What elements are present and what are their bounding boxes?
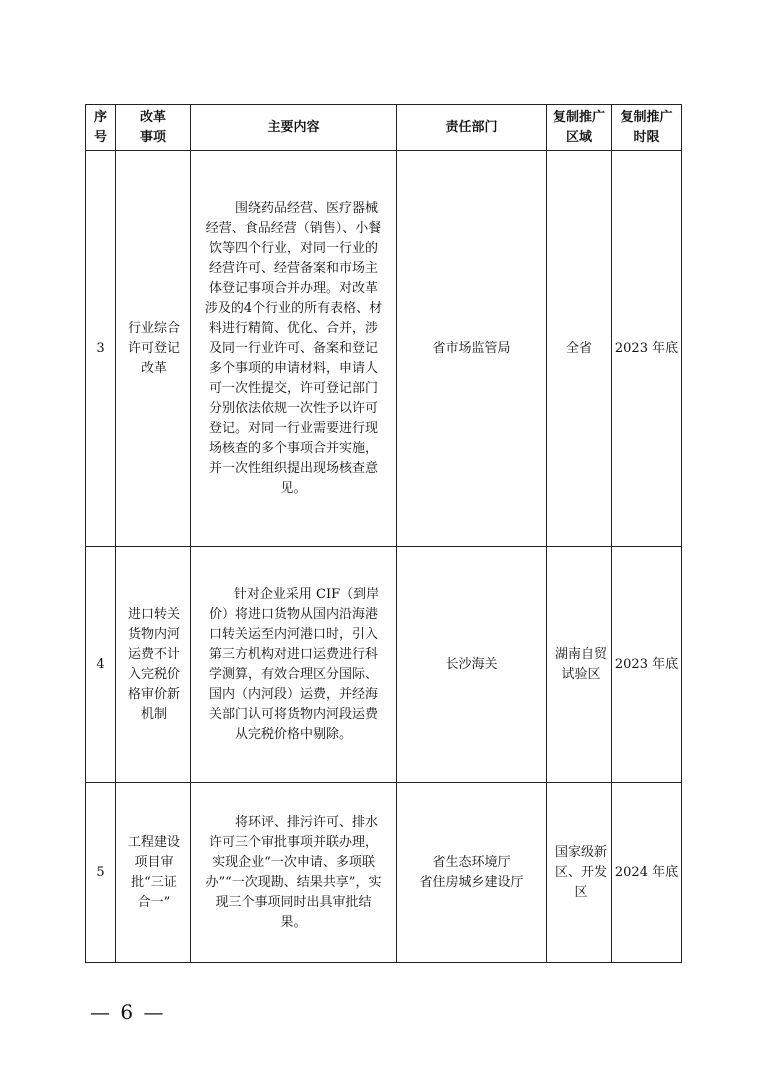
header-region: 复制推广区域 xyxy=(547,105,612,151)
header-deadline: 复制推广时限 xyxy=(612,105,682,151)
row-seq: 5 xyxy=(86,783,116,963)
header-seq: 序号 xyxy=(86,105,116,151)
row-content: 针对企业采用 CIF（到岸价）将进口货物从国内沿海港口转关运至内河港口时，引入第三方机构对进口运费进行科学测算，有效合理区分国际、国内（内河段）运费，并经海关部门认可将货物内河段运费从完税价格中剔除。 xyxy=(191,547,397,783)
table-row xyxy=(86,151,682,547)
row-item: 工程建设项目审批“三证合一” xyxy=(116,783,191,963)
dept-line: 省住房城乡建设厅 xyxy=(419,874,524,890)
row-region: 国家级新区、开发区 xyxy=(547,783,612,963)
row-region: 湖南自贸试验区 xyxy=(547,547,612,783)
row-dept xyxy=(397,783,547,963)
header-content: 主要内容 xyxy=(191,105,397,151)
row-item: 行业综合许可登记改革 xyxy=(116,151,191,547)
row-seq: 3 xyxy=(86,151,116,547)
row-dept: 长沙海关 xyxy=(397,547,547,783)
row-deadline: 2023 年底 xyxy=(612,547,682,783)
table-row xyxy=(86,783,682,963)
row-region: 全省 xyxy=(547,151,612,547)
row-deadline: 2023 年底 xyxy=(612,151,682,547)
row-content: 围绕药品经营、医疗器械经营、食品经营（销售）、小餐饮等四个行业，对同一行业的经营许可、经营备案和市场主体登记事项合并办理。对改革涉及的4个行业的所有表格、材料进行精简、优化、合并，涉及同一行业许可、备案和登记多个事项的申请材料，申请人可一次性提交，许可登记部门分别依法依规一次性予以许可登记。对同一行业需要进行现场核查的多个事项合并实施，并一次性组织提出现场核查意见。 xyxy=(191,151,397,547)
row-deadline: 2024 年底 xyxy=(612,783,682,963)
row-item: 进口转关货物内河运费不计入完税价格审价新机制 xyxy=(116,547,191,783)
header-item: 改革事项 xyxy=(116,105,191,151)
row-content: 将环评、排污许可、排水许可三个审批事项并联办理，实现企业“一次申请、多项联办”“一次现勘、结果共享”，实现三个事项同时出具审批结果。 xyxy=(191,783,397,963)
dept-line: 省生态环境厅 xyxy=(432,854,511,870)
row-seq: 4 xyxy=(86,547,116,783)
table-row xyxy=(86,547,682,783)
reform-table xyxy=(85,104,682,963)
table-header-row xyxy=(86,105,682,151)
page-number: — 6 — xyxy=(90,1000,166,1024)
row-dept: 省市场监管局 xyxy=(397,151,547,547)
header-dept: 责任部门 xyxy=(397,105,547,151)
